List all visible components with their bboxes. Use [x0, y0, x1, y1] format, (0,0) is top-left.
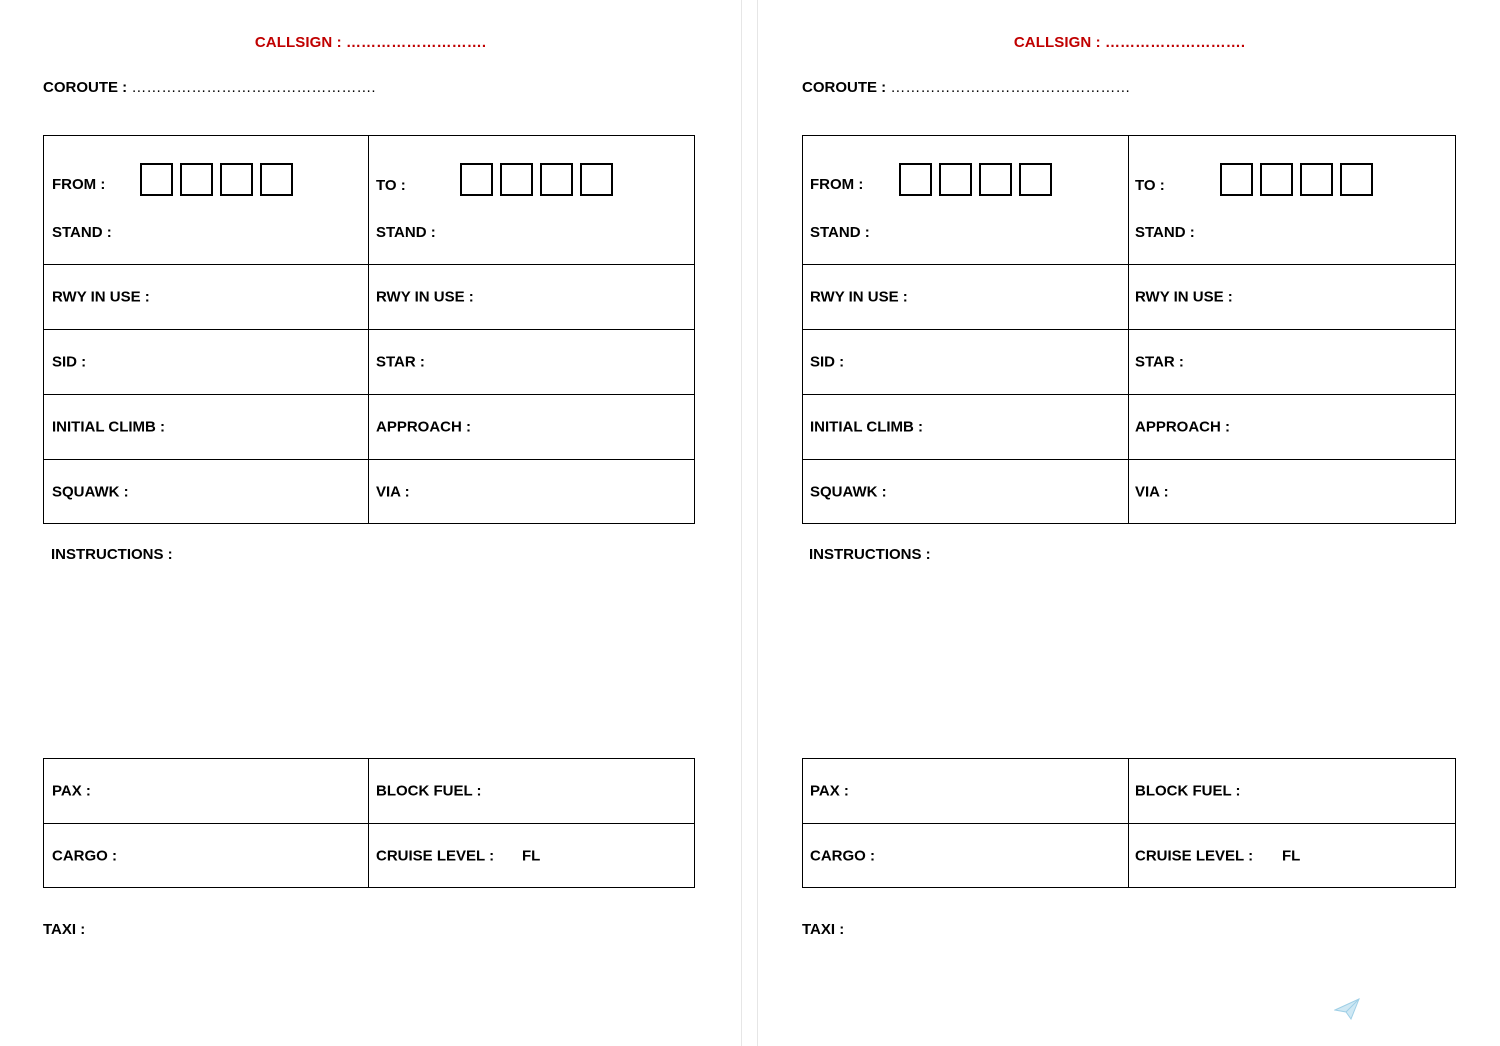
via-label: VIA : — [1135, 483, 1169, 500]
stand-label: STAND : — [1135, 224, 1195, 241]
table-row — [803, 330, 1455, 395]
stand-label: STAND : — [810, 224, 870, 241]
pax-cell[interactable] — [803, 759, 1129, 823]
coroute-field[interactable] — [802, 79, 1130, 96]
table-row — [44, 330, 694, 395]
table-row — [44, 460, 694, 523]
from-icao-boxes — [140, 163, 293, 196]
rwy-label: RWY IN USE : — [1135, 288, 1233, 306]
block-fuel-label: BLOCK FUEL : — [1135, 782, 1241, 800]
icao-char-box[interactable] — [220, 163, 253, 196]
taxi-label: TAXI : — [802, 921, 845, 938]
to-icao-boxes — [1220, 163, 1373, 196]
cruise-level-label: CRUISE LEVEL : — [376, 847, 495, 864]
from-cell — [803, 136, 1129, 264]
icao-char-box[interactable] — [500, 163, 533, 196]
paper-plane-icon — [1334, 998, 1360, 1020]
callsign-field[interactable]: CALLSIGN : ………………………. — [1013, 34, 1246, 51]
table-row — [803, 265, 1455, 330]
icao-char-box[interactable] — [1300, 163, 1333, 196]
cargo-label: CARGO : — [52, 847, 117, 864]
squawk-label: SQUAWK : — [810, 483, 887, 500]
approach-cell[interactable] — [369, 395, 694, 459]
icao-char-box[interactable] — [1019, 163, 1052, 196]
cruise-level-cell[interactable] — [369, 824, 694, 887]
coroute-field[interactable] — [43, 79, 376, 96]
icao-char-box[interactable] — [899, 163, 932, 196]
coroute-dots: ………………………………………… — [890, 79, 1131, 96]
cargo-label: CARGO : — [810, 847, 875, 864]
icao-char-box[interactable] — [140, 163, 173, 196]
to-label: TO : — [1135, 177, 1165, 194]
taxi-label: TAXI : — [43, 921, 86, 938]
load-table — [802, 758, 1456, 888]
icao-char-box[interactable] — [1220, 163, 1253, 196]
initial-climb-cell[interactable] — [803, 395, 1129, 459]
pax-label: PAX : — [52, 782, 91, 800]
flight-strip-card-2 — [802, 0, 1500, 1046]
callsign-field[interactable]: CALLSIGN : ………………………. — [254, 34, 487, 51]
route-table — [802, 135, 1456, 524]
icao-char-box[interactable] — [1260, 163, 1293, 196]
from-label: FROM : — [810, 176, 864, 193]
table-row — [803, 824, 1455, 887]
cruise-level-label: CRUISE LEVEL : — [1135, 847, 1254, 864]
instructions-label: INSTRUCTIONS : — [51, 546, 173, 563]
rwy-label: RWY IN USE : — [810, 288, 908, 306]
icao-char-box[interactable] — [979, 163, 1012, 196]
star-label: STAR : — [376, 353, 425, 371]
icao-char-box[interactable] — [1340, 163, 1373, 196]
to-icao-boxes — [460, 163, 613, 196]
block-fuel-label: BLOCK FUEL : — [376, 782, 482, 800]
initial-climb-cell[interactable] — [44, 395, 369, 459]
from-icao-boxes — [899, 163, 1052, 196]
stand-label: STAND : — [376, 224, 436, 241]
block-fuel-cell[interactable] — [369, 759, 694, 823]
to-cell — [369, 136, 694, 264]
rwy-label: RWY IN USE : — [52, 288, 150, 306]
icao-char-box[interactable] — [180, 163, 213, 196]
icao-char-box[interactable] — [460, 163, 493, 196]
sid-label: SID : — [52, 353, 87, 371]
initial-climb-label: INITIAL CLIMB : — [810, 418, 924, 436]
rwy-departure-cell[interactable] — [44, 265, 369, 329]
rwy-arrival-cell[interactable] — [1129, 265, 1455, 329]
sid-cell[interactable] — [44, 330, 369, 394]
table-row — [803, 460, 1455, 523]
table-row — [44, 136, 694, 265]
approach-label: APPROACH : — [1135, 418, 1231, 436]
icao-char-box[interactable] — [939, 163, 972, 196]
table-row — [803, 395, 1455, 460]
fl-prefix: FL — [1282, 847, 1301, 864]
via-cell[interactable] — [1129, 460, 1455, 523]
coroute-dots: …………………………………………. — [131, 79, 376, 96]
to-label: TO : — [376, 177, 406, 194]
rwy-arrival-cell[interactable] — [369, 265, 694, 329]
stand-label: STAND : — [52, 224, 112, 241]
pax-label: PAX : — [810, 782, 849, 800]
icao-char-box[interactable] — [540, 163, 573, 196]
route-table — [43, 135, 695, 524]
coroute-label: COROUTE : — [802, 79, 887, 96]
table-row — [44, 395, 694, 460]
icao-char-box[interactable] — [580, 163, 613, 196]
from-label: FROM : — [52, 176, 106, 193]
to-cell — [1129, 136, 1455, 264]
table-row — [44, 265, 694, 330]
table-row — [44, 759, 694, 824]
instructions-label: INSTRUCTIONS : — [809, 546, 931, 563]
coroute-label: COROUTE : — [43, 79, 128, 96]
squawk-cell[interactable] — [44, 460, 369, 523]
fl-prefix: FL — [522, 847, 541, 864]
table-row — [803, 759, 1455, 824]
sid-label: SID : — [810, 353, 845, 371]
pax-cell[interactable] — [44, 759, 369, 823]
squawk-label: SQUAWK : — [52, 483, 129, 500]
icao-char-box[interactable] — [260, 163, 293, 196]
squawk-cell[interactable] — [803, 460, 1129, 523]
star-label: STAR : — [1135, 353, 1184, 371]
load-table — [43, 758, 695, 888]
table-row — [44, 824, 694, 887]
via-cell[interactable] — [369, 460, 694, 523]
cargo-cell[interactable] — [44, 824, 369, 887]
sid-cell[interactable] — [803, 330, 1129, 394]
block-fuel-cell[interactable] — [1129, 759, 1455, 823]
star-cell[interactable] — [369, 330, 694, 394]
cargo-cell[interactable] — [803, 824, 1129, 887]
rwy-departure-cell[interactable] — [803, 265, 1129, 329]
via-label: VIA : — [376, 483, 410, 500]
approach-label: APPROACH : — [376, 418, 472, 436]
flight-strip-card-1 — [43, 0, 783, 1046]
approach-cell[interactable] — [1129, 395, 1455, 459]
rwy-label: RWY IN USE : — [376, 288, 474, 306]
initial-climb-label: INITIAL CLIMB : — [52, 418, 166, 436]
table-row — [803, 136, 1455, 265]
star-cell[interactable] — [1129, 330, 1455, 394]
from-cell — [44, 136, 369, 264]
cruise-level-cell[interactable] — [1129, 824, 1455, 887]
